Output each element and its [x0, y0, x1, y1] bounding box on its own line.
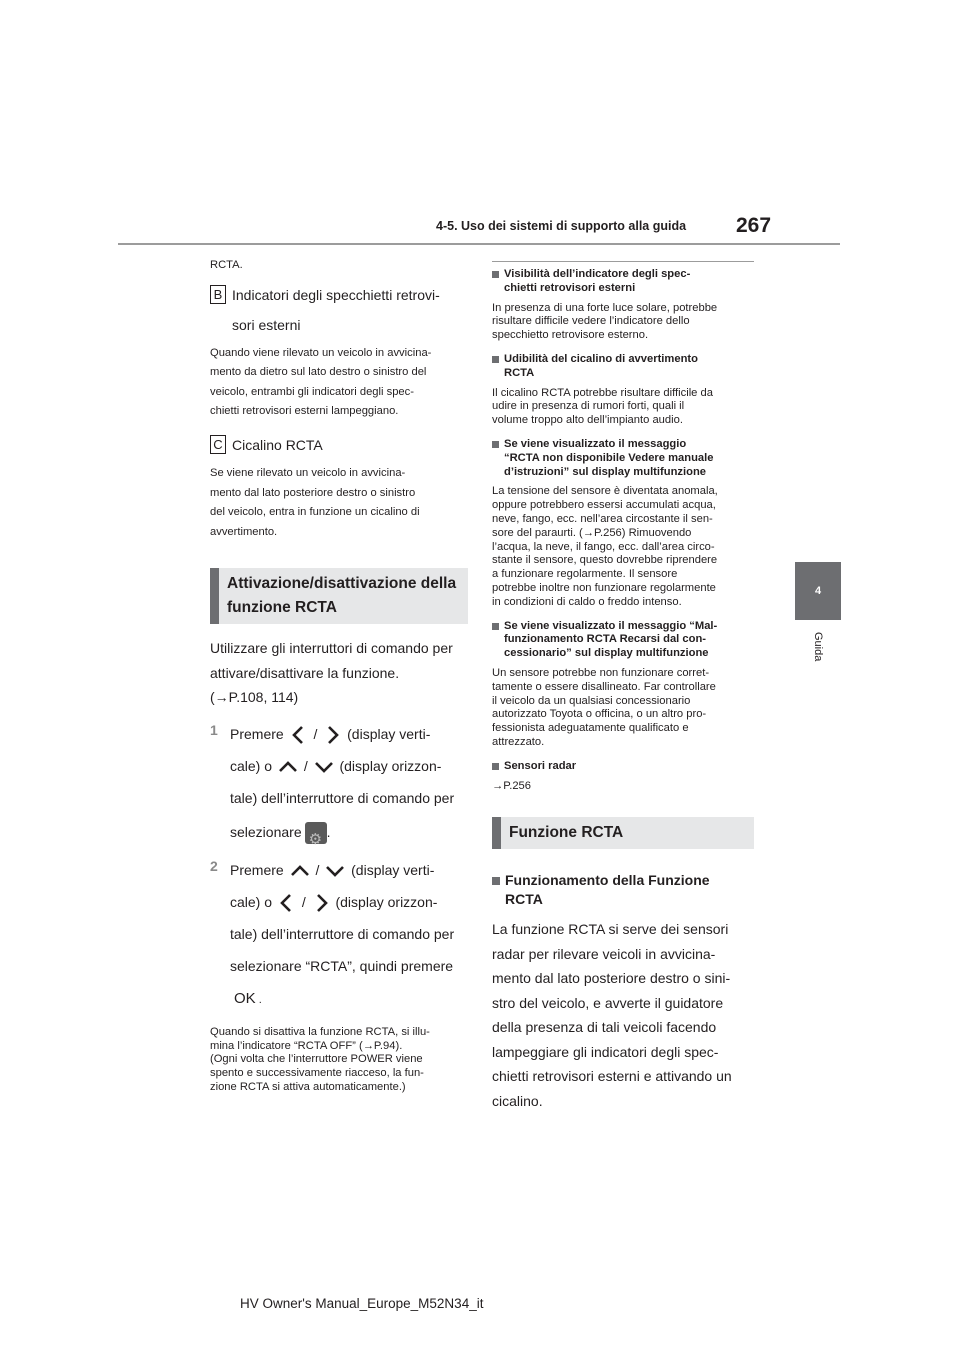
step-number: 2 [210, 857, 218, 874]
square-bullet-icon [492, 441, 499, 448]
header-divider [118, 243, 840, 245]
function-heading: Funzionamento della Funzione RCTA [492, 871, 754, 909]
footer-manual-id: HV Owner's Manual_Europe_M52N34_it [240, 1296, 484, 1311]
info-heading: Visibilità dell’indicatore degli spec- chietti retrovisori esterni [492, 268, 754, 296]
column-divider [492, 261, 754, 262]
step-2: 2 Premere / (display verti- cale) o / (display orizzon- tale) dell’interruttore di comando per selezionare “RCTA”, quindi premere OK . [210, 854, 468, 1016]
function-subsection: Funzionamento della Funzione RCTA La funzione RCTA si serve dei sensori radar per rilevare veicoli in avvicina- mento dal lato posteriore destro o sini- stro del veicolo, e avverte il guidatore della presenza di tali veicoli facendo lampeggiare gli indicatori degli spec- chietti retrovisori esterni e attivando un cicalino. [492, 871, 754, 1113]
step-1: 1 Premere / (display verti- cale) o / (display orizzon- tale) dell’interruttore di comando per selezionare⚙ . [210, 718, 468, 848]
info-heading: Se viene visualizzato il messaggio “RCTA non disponibile Vedere manuale d’istruzioni” sul display multifunzione [492, 438, 754, 479]
item-c-title: Cicalino RCTA [232, 436, 323, 453]
info-block: Se viene visualizzato il messaggio “RCTA non disponibile Vedere manuale d’istruzioni” sul display multifunzione La tensione del sensore è diventata anomala, oppure potrebbero essersi accumulati acqua, neve, fango, ecc. nell’area circostante il sen- sore del paraurti. (→P.256) Rimuovendo l’acqua, la neve, il fango, ecc. dall’area circo- stante il sensore, questo dovrebbe riprendere a funzionare regolarmente. Il sensore potrebbe inoltre non funzionare regolarmente in condizioni di caldo o freddo intenso. [492, 438, 754, 610]
item-b-body: Quando viene rilevato un veicolo in avvicina- mento da dietro sul lato destro o sinistro del veicolo, entrambi gli indicatori degli spec- chietti retrovisori esterni lampeggiano. [210, 346, 432, 418]
chevron-right-icon [310, 891, 332, 915]
info-block: Sensori radar →P.256 [492, 760, 754, 794]
item-b-heading [210, 282, 468, 338]
page-number: 267 [736, 214, 772, 237]
square-bullet-icon [492, 271, 499, 278]
section-heading-activation: Attivazione/disattivazione della funzione RCTA [210, 568, 468, 624]
item-b-title: Indicatori degli specchietti retrovi- sori esterni [232, 286, 440, 333]
chevron-down-icon [312, 758, 336, 776]
square-bullet-icon [492, 763, 499, 770]
info-block: Udibilità del cicalino di avvertimento RCTA Il cicalino RCTA potrebbe risultare difficile da udire in presenza di rumori forti, quali il volume troppo alto dell’impianto audio. [492, 353, 754, 428]
chevron-up-icon [276, 758, 300, 776]
section-title: 4-5. Uso dei sistemi di supporto alla guida [436, 219, 687, 233]
chevron-right-icon [321, 723, 343, 747]
item-c-heading [210, 432, 468, 458]
chapter-tab: 4 [795, 562, 841, 620]
step-number: 1 [210, 721, 218, 738]
letter-c-badge: C [210, 435, 226, 454]
info-heading: Sensori radar [492, 760, 754, 774]
lead-text: RCTA. [210, 259, 243, 271]
chevron-up-icon [288, 862, 312, 880]
chevron-left-icon [276, 891, 298, 915]
square-bullet-icon [492, 623, 499, 630]
chapter-label: Guida [812, 632, 824, 662]
left-column [210, 256, 468, 1095]
intro-paragraph: Utilizzare gli interruttori di comando per attivare/disattivare la funzione. (→P.108, 114) [210, 640, 453, 706]
letter-b-badge: B [210, 285, 226, 304]
info-heading: Udibilità del cicalino di avvertimento RCTA [492, 353, 754, 381]
square-bullet-icon [492, 356, 499, 363]
info-heading: Se viene visualizzato il messaggio “Mal- funzionamento RCTA Recarsi dal con- cessionario” sul display multifunzione [492, 620, 754, 661]
chevron-left-icon [288, 723, 310, 747]
settings-gear-icon [305, 822, 327, 844]
info-block: Visibilità dell’indicatore degli spec- chietti retrovisori esterni In presenza di una forte luce solare, potrebbe risultare difficile vedere l’indicatore dello specchietto retrovisore esterno. [492, 268, 754, 343]
ok-button-glyph: OK [234, 989, 256, 1007]
note-paragraph: Quando si disattiva la funzione RCTA, si illu- mina l’indicatore “RCTA OFF” (→P.94). (Ogni volta che l’interruttore POWER viene spento e successivamente riacceso, la fun- zione RCTA si attiva automaticamente.) [210, 1025, 430, 1094]
section-heading-rcta: Funzione RCTA [492, 817, 754, 849]
item-c-body: Se viene rilevato un veicolo in avvicina- mento dal lato posteriore destro o sinistro del veicolo, entra in funzione un cicalino di avvertimento. [210, 466, 420, 538]
right-column [492, 264, 754, 1113]
chevron-down-icon [323, 862, 347, 880]
square-bullet-icon [492, 877, 500, 885]
info-block: Se viene visualizzato il messaggio “Mal- funzionamento RCTA Recarsi dal con- cessionario” sul display multifunzione Un sensore potrebbe non funzionare corret- tamente o essere disallineato. Far controllare il veicolo da un qualsiasi concessionario autorizzato Toyota o officina, o un altro pro- fessionista adeguatamente qualificato e attrezzato. [492, 620, 754, 750]
